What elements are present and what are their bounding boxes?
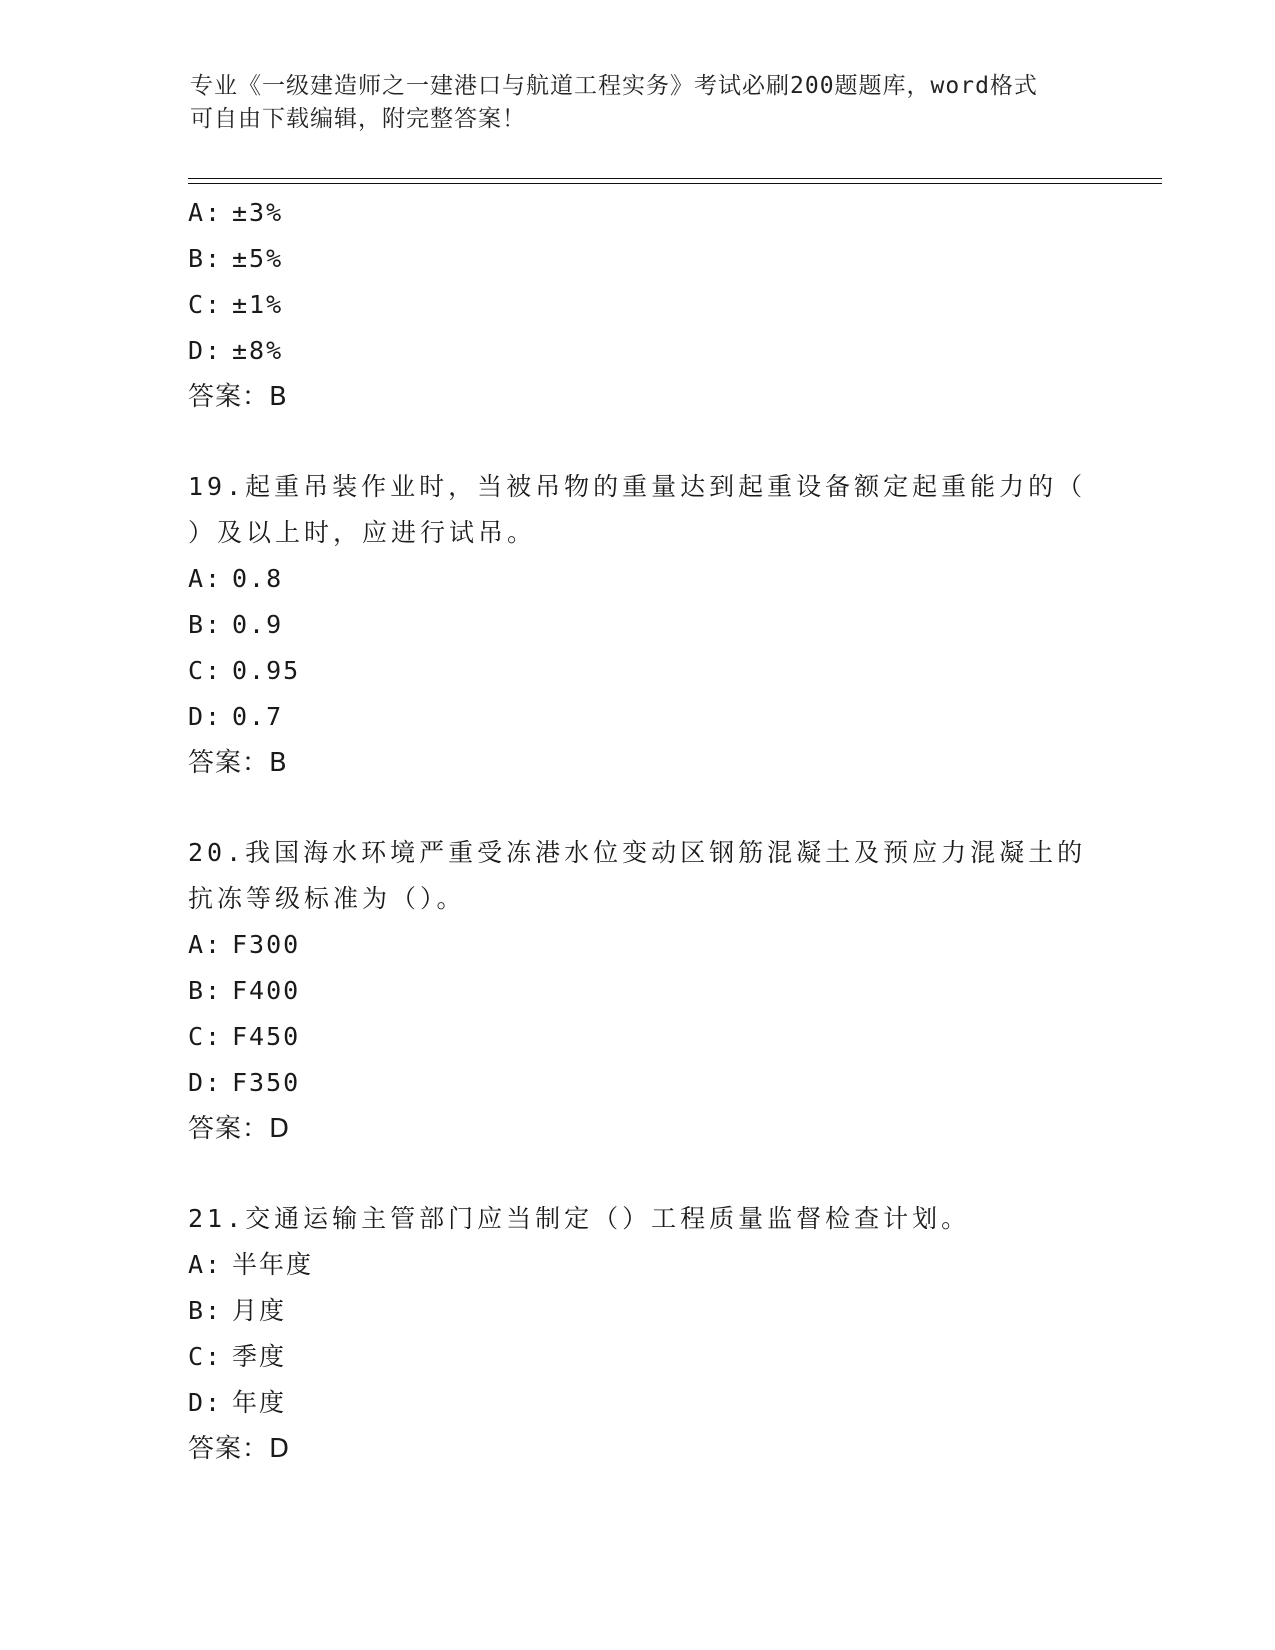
option-b: B: 0.9 bbox=[188, 610, 284, 639]
answer-line: 答案：B bbox=[188, 382, 288, 412]
option-b: B: F400 bbox=[188, 976, 301, 1005]
option-d: D: 年度 bbox=[188, 1388, 287, 1417]
option-c: C: 季度 bbox=[188, 1342, 287, 1371]
document-header bbox=[190, 70, 1090, 136]
option-d: D: ±8% bbox=[188, 336, 284, 365]
question-block-21 bbox=[188, 1196, 1088, 1472]
option-c: C: ±1% bbox=[188, 290, 284, 319]
question-block-19 bbox=[188, 464, 1088, 786]
question-text: 21.交通运输主管部门应当制定（）工程质量监督检查计划。 bbox=[188, 1204, 971, 1233]
question-block-20 bbox=[188, 830, 1088, 1152]
question-block-partial bbox=[188, 190, 1088, 420]
option-b: B: 月度 bbox=[188, 1296, 287, 1325]
header-line-1: 专业《一级建造师之一建港口与航道工程实务》考试必刷200题题库，word格式 bbox=[190, 73, 1038, 99]
question-text: 19.起重吊装作业时，当被吊物的重量达到起重设备额定起重能力的（ ）及以上时，应进行试吊。 bbox=[188, 472, 1087, 547]
option-d: D: F350 bbox=[188, 1068, 301, 1097]
answer-line: 答案：D bbox=[188, 1434, 291, 1464]
option-d: D: 0.7 bbox=[188, 702, 284, 731]
question-text: 20.我国海水环境严重受冻港水位变动区钢筋混凝土及预应力混凝土的 抗冻等级标准为（）。 bbox=[188, 838, 1087, 913]
option-a: A: F300 bbox=[188, 930, 301, 959]
option-b: B: ±5% bbox=[188, 244, 284, 273]
option-a: A: 半年度 bbox=[188, 1250, 314, 1279]
option-c: C: F450 bbox=[188, 1022, 301, 1051]
question-list bbox=[188, 190, 1088, 1472]
option-c: C: 0.95 bbox=[188, 656, 301, 685]
answer-line: 答案：B bbox=[188, 748, 288, 778]
header-line-2: 可自由下载编辑，附完整答案！ bbox=[190, 106, 526, 132]
option-a: A: ±3% bbox=[188, 198, 284, 227]
answer-line: 答案：D bbox=[188, 1114, 291, 1144]
option-a: A: 0.8 bbox=[188, 564, 284, 593]
header-divider bbox=[188, 178, 1162, 184]
